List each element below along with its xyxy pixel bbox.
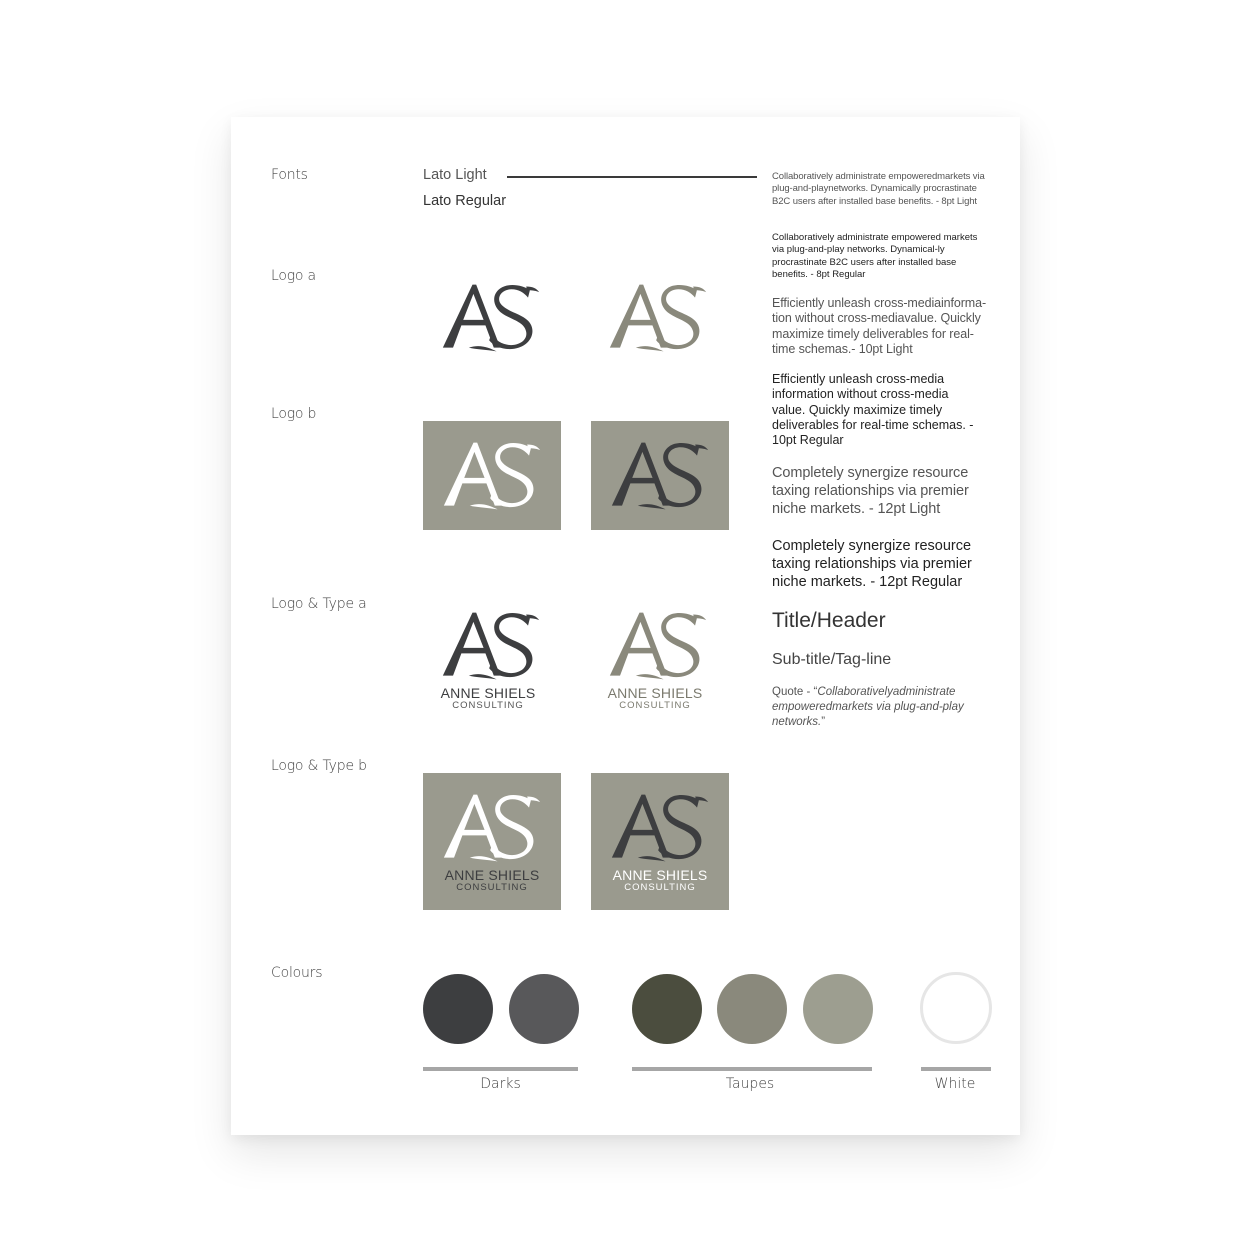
label-logo-type-b: Logo & Type b (271, 758, 367, 774)
logo-type-b-white-tagline: CONSULTING (456, 882, 528, 893)
swatch-taupe-2 (717, 974, 787, 1044)
swatch-dark-2 (509, 974, 579, 1044)
sample-subtitle: Sub-title/Tag-line (772, 651, 892, 668)
label-fonts: Fonts (271, 167, 308, 183)
logo-type-b-white-monogram (442, 792, 542, 864)
taupes-label: Taupes (725, 1076, 775, 1092)
logo-type-a-taupe-monogram (608, 610, 708, 682)
logo-type-a-dark-name: ANNE SHIELS (440, 685, 536, 701)
sample-10pt-light: Efficiently unleash cross-mediainforma-tion without cross-mediavalue. Quickly maximize timely deliverables for real-time schemas.- 10pt Light (772, 296, 987, 356)
darks-group-bar (423, 1067, 578, 1071)
white-group-bar (921, 1067, 991, 1071)
logo-type-b-dark-name: ANNE SHIELS (612, 867, 708, 883)
label-logo-type-a: Logo & Type a (271, 596, 367, 612)
swatch-white (920, 972, 992, 1044)
font-rule-divider (507, 176, 757, 178)
swatch-taupe-1 (632, 974, 702, 1044)
logo-a-taupe-monogram (608, 282, 708, 354)
logo-type-b-dark-tagline: CONSULTING (624, 882, 696, 893)
darks-label: Darks (480, 1076, 521, 1092)
logo-type-a-taupe-name: ANNE SHIELS (607, 685, 703, 701)
logo-type-a-dark-monogram (441, 610, 541, 682)
font-lato-light: Lato Light (423, 167, 487, 183)
label-logo-a: Logo a (271, 268, 316, 284)
logo-type-a-dark-tagline: CONSULTING (452, 700, 524, 711)
logo-type-b-white-name: ANNE SHIELS (444, 867, 540, 883)
logo-b-white-monogram (442, 440, 542, 512)
sample-12pt-regular: Completely synergize resource taxing relationships via premier niche markets. - 12pt Regular (772, 538, 972, 590)
sample-8pt-regular: Collaboratively administrate empowered markets via plug-and-play networks. Dynamical-ly procrastinate B2C users after installed base benefits. - 8pt Regular (772, 232, 978, 280)
swatch-dark-1 (423, 974, 493, 1044)
logo-type-b-dark-monogram (610, 792, 710, 864)
white-label: White (934, 1076, 976, 1092)
sample-quote: Quote - “Collaborativelyadministrate empoweredmarkets via plug-and-play networks.” (772, 686, 964, 728)
sample-12pt-light: Completely synergize resource taxing relationships via premier niche markets. - 12pt Light (772, 465, 969, 517)
logo-type-a-taupe-tagline: CONSULTING (619, 700, 691, 711)
label-logo-b: Logo b (271, 406, 317, 422)
sample-8pt-light: Collaboratively administrate empoweredmarkets via plug-and-playnetworks. Dynamically procrastinate B2C users after installed base benefits. - 8pt Light (772, 171, 985, 207)
logo-a-dark-monogram (441, 282, 541, 354)
font-lato-regular: Lato Regular (423, 193, 507, 209)
label-colours: Colours (271, 965, 323, 981)
logo-b-dark-monogram (610, 440, 710, 512)
swatch-taupe-3 (803, 974, 873, 1044)
taupes-group-bar (632, 1067, 872, 1071)
sample-title-header: Title/Header (772, 609, 886, 632)
sample-10pt-regular: Efficiently unleash cross-media information without cross-media value. Quickly maximize timely deliverables for real-time schemas. - 10pt Regular (772, 372, 974, 448)
